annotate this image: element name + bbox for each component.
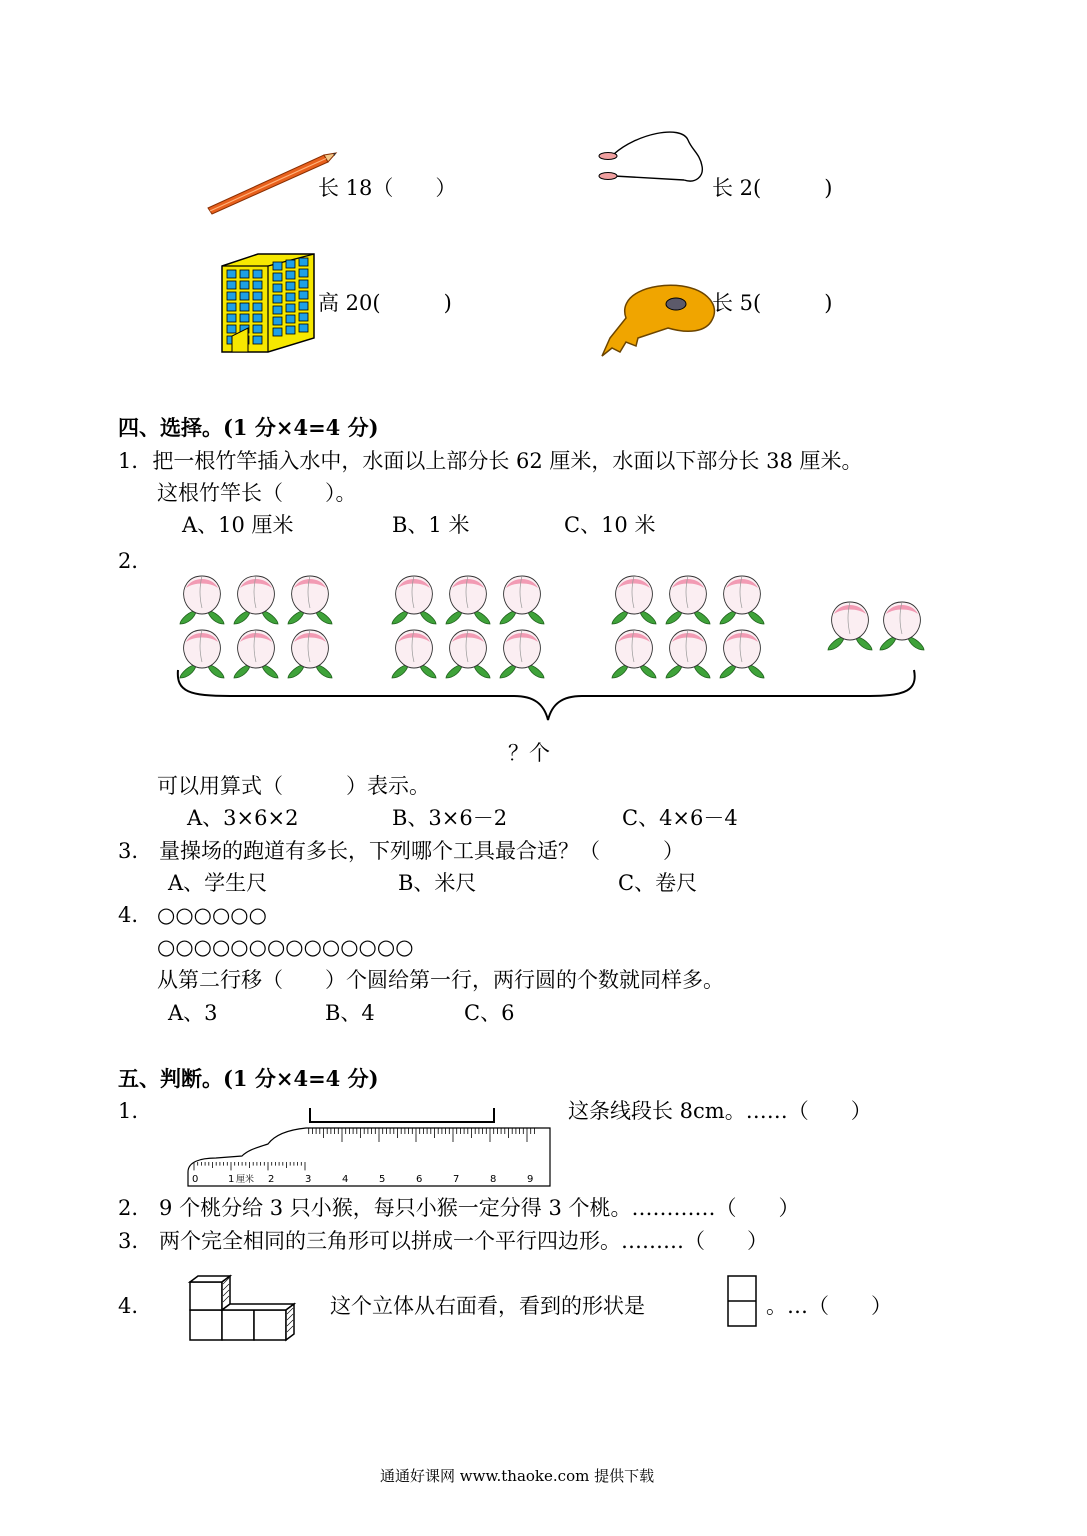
q4-3-option-a[interactable]: A、学生尺 — [168, 871, 268, 895]
jump-rope-icon — [596, 128, 716, 190]
ruler-icon — [186, 1100, 556, 1192]
peach-cluster-3 — [612, 576, 764, 678]
page-footer: 通通好课网 www.thaoke.com 提供下载 — [380, 1467, 655, 1485]
key-length-label: 长 5( ) — [712, 291, 833, 315]
q4-1-line1: 1．把一根竹竿插入水中，水面以上部分长 62 厘米，水面以下部分长 38 厘米。 — [118, 449, 863, 473]
section-5-title: 五、判断。(1 分×4=4 分) — [118, 1066, 379, 1091]
q4-1-option-a[interactable]: A、10 厘米 — [182, 513, 294, 537]
ruler-label-0: 0 — [192, 1174, 199, 1185]
q4-1-option-c[interactable]: C、10 米 — [564, 513, 656, 537]
q4-4-circle-row-1: ○○○○○○ — [157, 903, 267, 927]
q4-3-option-b[interactable]: B、米尺 — [398, 871, 477, 895]
q5-2-stem: 2. 9 个桃分给 3 只小猴，每只小猴一定分得 3 个桃。…………（ ） — [118, 1196, 800, 1220]
peach-cluster-4 — [828, 602, 924, 650]
q4-2-number: 2． — [118, 549, 153, 573]
ruler-label-8: 8 — [490, 1174, 497, 1185]
q4-4-number: 4. — [118, 903, 139, 927]
peach-cluster-2 — [392, 576, 544, 678]
right-view-shape-icon — [726, 1274, 760, 1330]
ruler-label-6: 6 — [416, 1174, 423, 1185]
q4-1-line2: 这根竹竿长（ ）。 — [157, 481, 357, 505]
ruler-label-1: 1 — [228, 1174, 235, 1185]
q5-4-number: 4. — [118, 1294, 139, 1318]
building-height-label: 高 20( ) — [318, 291, 452, 315]
q4-4-option-a[interactable]: A、3 — [168, 1001, 218, 1025]
q5-4-stem-b: 。…（ ） — [766, 1294, 892, 1318]
q4-4-circle-row-2: ○○○○○○○○○○○○○○ — [157, 935, 414, 959]
q4-3-option-c[interactable]: C、卷尺 — [618, 871, 698, 895]
jump-rope-length-label: 长 2( ) — [712, 176, 833, 200]
key-icon — [596, 276, 722, 362]
ruler-label-7: 7 — [453, 1174, 460, 1185]
section-4-title: 四、选择。(1 分×4=4 分) — [118, 415, 379, 440]
q5-1-stem: 这条线段长 8cm。……（ ） — [568, 1099, 872, 1123]
peach-cluster-1 — [180, 576, 332, 678]
ruler-label-5: 5 — [379, 1174, 386, 1185]
q4-2-option-b[interactable]: B、3×6－2 — [392, 806, 508, 830]
q4-2-option-a[interactable]: A、3×6×2 — [187, 806, 299, 830]
cube-solid-icon — [186, 1272, 302, 1344]
building-icon — [218, 248, 322, 356]
q4-4-stem: 从第二行移（ ）个圆给第一行，两行圆的个数就同样多。 — [157, 968, 724, 992]
q4-4-option-c[interactable]: C、6 — [464, 1001, 515, 1025]
ruler-label-3: 3 — [305, 1174, 312, 1185]
q5-1-number: 1. — [118, 1099, 139, 1123]
q4-1-option-b[interactable]: B、1 米 — [392, 513, 470, 537]
q4-3-stem: 3. 量操场的跑道有多长，下列哪个工具最合适？（ ） — [118, 839, 685, 863]
q4-4-option-b[interactable]: B、4 — [325, 1001, 375, 1025]
ruler-label-2: 2 — [268, 1174, 275, 1185]
q4-2-option-c[interactable]: C、4×6－4 — [622, 806, 738, 830]
ruler-label-9: 9 — [527, 1174, 534, 1185]
brace-label: ？个 — [508, 741, 550, 765]
q5-4-stem-a: 这个立体从右面看，看到的形状是 — [330, 1294, 645, 1318]
ruler-label-unit: 厘米 — [236, 1175, 255, 1185]
ruler-label-4: 4 — [342, 1174, 349, 1185]
q5-3-stem: 3. 两个完全相同的三角形可以拼成一个平行四边形。………（ ） — [118, 1229, 769, 1253]
pencil-length-label: 长 18（ ） — [318, 176, 457, 200]
peach-group — [170, 560, 930, 760]
line-segment — [310, 1108, 494, 1122]
q4-2-stem: 可以用算式（ ）表示。 — [157, 774, 430, 798]
